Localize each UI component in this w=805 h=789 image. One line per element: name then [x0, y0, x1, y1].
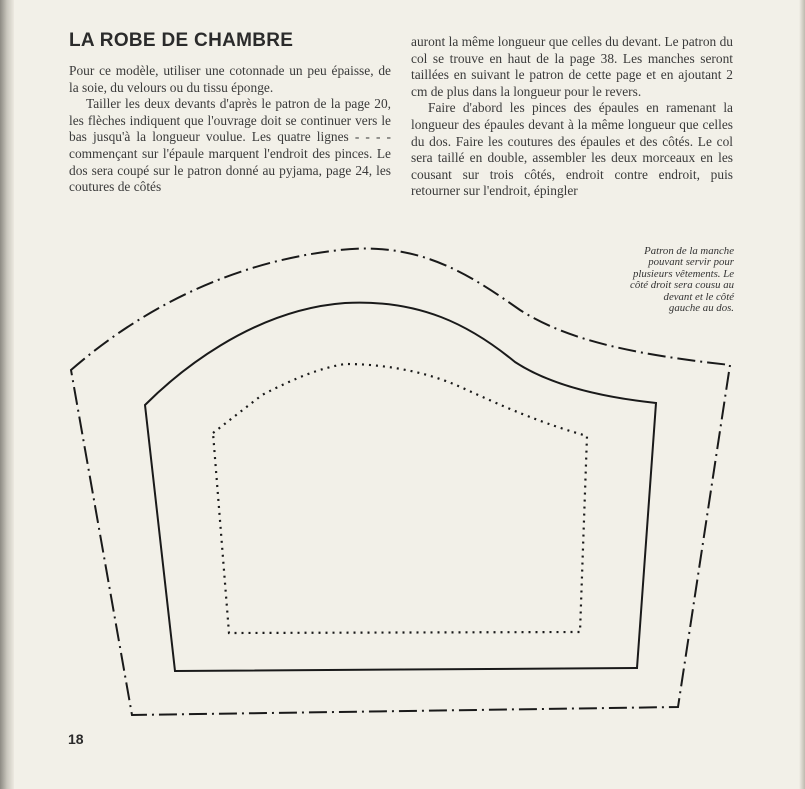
- pattern-fold-line: [213, 364, 587, 633]
- pattern-caption: Patron de la manche pouvant servir pour plusieurs vêtements. Le côté droit sera cousu au devant et le côté gauche au dos.: [630, 245, 734, 315]
- pattern-outer-cut-line: [71, 249, 730, 715]
- pattern-seam-line: [145, 303, 656, 671]
- paragraph: Faire d'abord les pinces des épaules en ramenant la longueur des épaules devant à la même longueur que celles du dos. Faire les coutures des épaules et des côtés. Le col sera taillé en double, assembler les deux morceaux en les cousant sur trois côtés, endroit contre endroit, puis retourner sur l'endroit, épingler: [411, 100, 733, 199]
- paragraph: auront la même longueur que celles du devant. Le patron du col se trouve en haut de la page 38. Les manches seront taillées en suivant le patron de cette page et en ajoutant 2 cm de plus dans la longueur pour le revers.: [411, 34, 733, 99]
- paragraph: Pour ce modèle, utiliser une cotonnade un peu épaisse, de la soie, du velours ou du tissu éponge.: [69, 63, 391, 95]
- page-title: LA ROBE DE CHAMBRE: [69, 30, 294, 51]
- paragraph: Tailler les deux devants d'après le patron de la page 20, les flèches indiquent que l'ouvrage doit se continuer vers le bas jusqu'à la longueur voulue. Les quatre lignes - - - - commençant sur l'épaule marquent l'endroit des pinces. Le dos sera coupé sur le patron donné au pyjama, page 24, les coutures de côtés: [69, 96, 391, 195]
- page-number: 18: [68, 731, 84, 747]
